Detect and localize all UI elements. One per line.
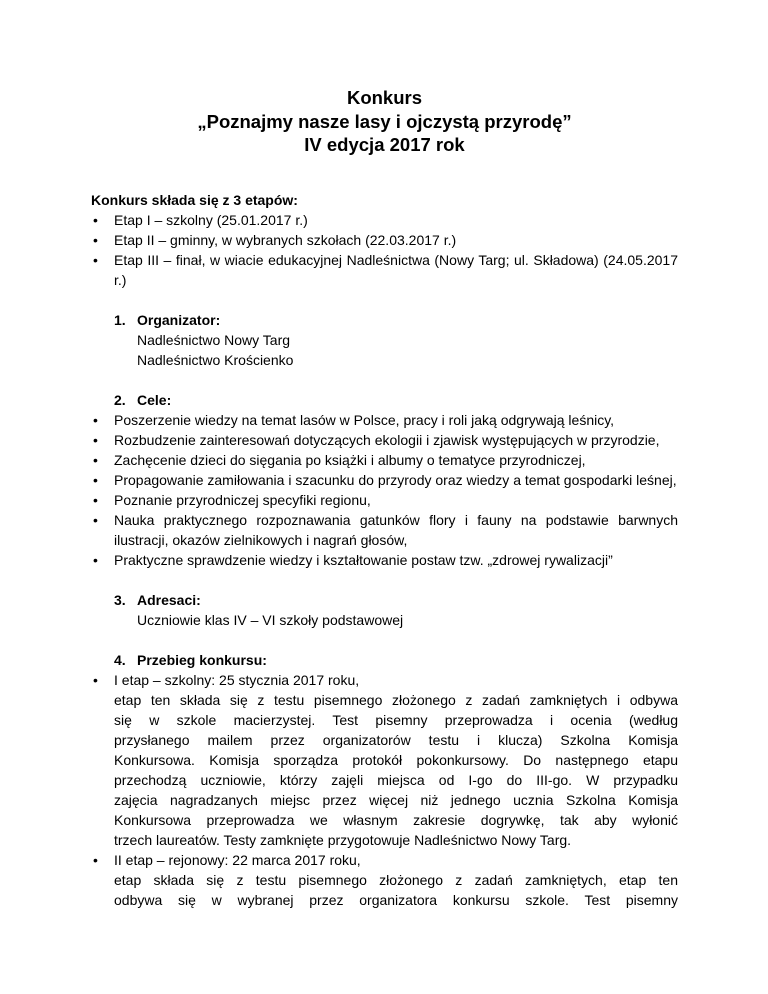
organizer-line: Nadleśnictwo Nowy Targ — [137, 331, 291, 348]
list-item: • Praktyczne sprawdzenie wiedzy i kształtowanie postaw tzw. „zdrowej rywalizacji” — [91, 550, 678, 570]
section-number: 1. — [114, 311, 126, 328]
section-title: Adresaci: — [137, 591, 201, 608]
section-title: Organizator: — [137, 311, 221, 328]
stage-2-title: • II etap – rejonowy: 22 marca 2017 roku, — [114, 851, 361, 868]
title-line-2: „Poznajmy nasze lasy i ojczystą przyrodę” — [197, 110, 572, 132]
paragraph-line: etap ten składa się z testu pisemnego złożonego z zadań zamkniętych i odbywa — [114, 691, 678, 708]
section-title: Cele: — [137, 391, 172, 408]
list-item: • Poszerzenie wiedzy na temat lasów w Polsce, pracy i roli jaką odgrywają leśnicy, — [91, 410, 678, 430]
paragraph-line: odbywa się w wybranej przez organizatora konkursu szkole. Test pisemny — [114, 891, 678, 908]
audience-line: Uczniowie klas IV – VI szkoły podstawowej — [137, 611, 404, 628]
procedure-list — [91, 670, 678, 910]
document-title — [91, 86, 678, 157]
list-item: • Etap II – gminny, w wybranych szkołach (22.03.2017 r.) — [91, 230, 678, 250]
paragraph-line: Konkursowa przeprowadza we własnym zakresie dogrywkę, tak aby wyłonić — [114, 811, 678, 828]
list-item-stage-2 — [91, 850, 678, 910]
organizer-line: Nadleśnictwo Krościenko — [137, 351, 294, 368]
list-item: • Propagowanie zamiłowania i szacunku do przyrody oraz wiedzy a temat gospodarki leśnej, — [91, 470, 678, 490]
section-2-heading — [91, 390, 678, 410]
section-number: 3. — [114, 591, 126, 608]
list-item: • Nauka praktycznego rozpoznawania gatunków flory i fauny na podstawie barwnych ilustracji, okazów zielnikowych i nagrań głosów, — [91, 510, 678, 550]
paragraph-line: zajęcia nagradzanych miejsc przez więcej niż jednego ucznia Szkolna Komisja — [114, 791, 678, 808]
paragraph-line: się w szkole macierzystej. Test pisemny przeprowadza i ocenia (według — [114, 711, 678, 728]
paragraph-line: Konkursowa. Komisja sporządza protokół pokonkursowy. Do następnego etapu — [114, 751, 678, 768]
section-4-heading — [91, 650, 678, 670]
list-item: • Etap I – szkolny (25.01.2017 r.) — [91, 210, 678, 230]
section-number: 2. — [114, 391, 126, 408]
list-item: • Etap III – finał, w wiacie edukacyjnej Nadleśnictwa (Nowy Targ; ul. Składowa) (24.05.2017 r.) — [91, 250, 678, 290]
intro-heading: Konkurs składa się z 3 etapów: — [91, 191, 298, 208]
goals-list — [91, 410, 678, 570]
paragraph-line: przysłanego mailem przez organizatorów testu i klucza) Szkolna Komisja — [114, 731, 678, 748]
list-item: • Poznanie przyrodniczej specyfiki regionu, — [91, 490, 678, 510]
list-item-stage-1 — [91, 670, 678, 850]
title-line-1: Konkurs — [346, 87, 423, 108]
section-1-heading — [91, 310, 678, 330]
section-3-heading — [91, 590, 678, 610]
stages-list — [91, 210, 678, 290]
section-title: Przebieg konkursu: — [137, 651, 267, 668]
paragraph-line: trzech laureatów. Testy zamknięte przygotowuje Nadleśnictwo Nowy Targ. — [114, 831, 572, 848]
title-line-3: IV edycja 2017 rok — [304, 134, 465, 155]
section-number: 4. — [114, 651, 126, 668]
paragraph-line: przechodzą uczniowie, którzy zajęli miejsca od I-go do III-go. W przypadku — [114, 771, 678, 788]
paragraph-line: etap składa się z testu pisemnego złożonego z zadań zamkniętych, etap ten — [114, 871, 678, 888]
stage-1-title: • I etap – szkolny: 25 stycznia 2017 roku, — [114, 671, 360, 688]
list-item: • Rozbudzenie zainteresowań dotyczących ekologii i zjawisk występujących w przyrodzie, — [91, 430, 678, 450]
list-item: • Zachęcenie dzieci do sięgania po książki i albumy o tematyce przyrodniczej, — [91, 450, 678, 470]
